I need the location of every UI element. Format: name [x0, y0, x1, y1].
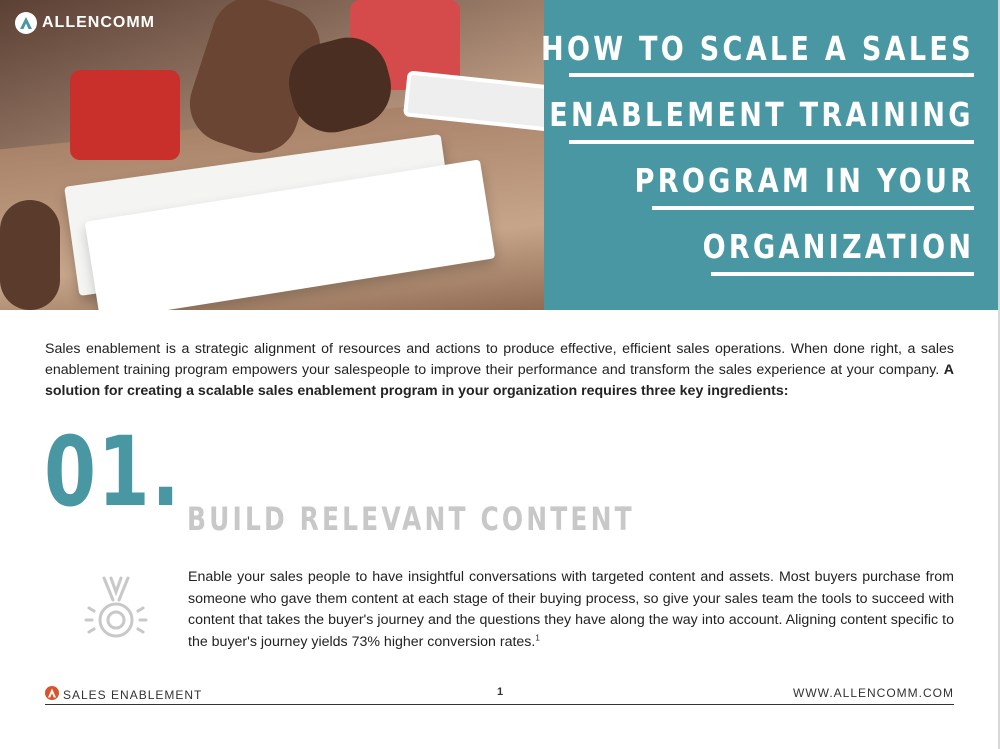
footer-section-label: SALES ENABLEMENT — [63, 687, 203, 702]
hero-photo — [0, 0, 544, 310]
title-line-1: HOW TO SCALE A SALES — [541, 29, 974, 68]
title-rule-1 — [569, 73, 974, 77]
section-number: 01. — [44, 416, 182, 528]
footnote-marker: 1 — [535, 632, 540, 642]
intro-text: Sales enablement is a strategic alignment of resources and actions to produce effective, efficient sales operations. When done right, a sales enablement training program empowers your salespeople to improve their performance and transform the sales experience at your company. — [45, 341, 954, 378]
footer-logo-icon — [45, 686, 59, 703]
footer-left — [45, 686, 202, 703]
title-line-3: PROGRAM IN YOUR — [634, 161, 974, 200]
title-line-2: ENABLEMENT TRAINING — [549, 95, 974, 134]
brand-logo — [15, 12, 155, 34]
brand-name: ALLENCOMM — [42, 14, 155, 31]
footer-website[interactable]: WWW.ALLENCOMM.COM — [793, 686, 954, 700]
intro-bold: A solution for creating a scalable sales enablement program in your organization requires three key ingredients: — [45, 362, 954, 399]
title-rule-2 — [569, 140, 974, 144]
title-rule-4 — [711, 272, 974, 276]
medal-icon — [80, 574, 152, 650]
title-line-4: ORGANIZATION — [702, 227, 974, 266]
allencomm-logo-icon — [15, 12, 37, 34]
section-body — [188, 567, 954, 653]
section-title: BUILD RELEVANT CONTENT — [187, 500, 635, 538]
title-panel — [541, 0, 998, 310]
intro-paragraph — [45, 339, 954, 402]
page-number: 1 — [497, 686, 505, 698]
page-footer — [45, 686, 954, 705]
title-rule-3 — [652, 206, 974, 210]
section-body-text: Enable your sales people to have insightful conversations with targeted content and assets. Most buyers purchase from someone who gave them content at each stage of their buying process, so give your sales team the tools to succeed with content that takes the buyer's journey and the questions they have along the way into account. Aligning content specific to the buyer's journey yields 73% higher conversion rates. — [188, 569, 954, 650]
